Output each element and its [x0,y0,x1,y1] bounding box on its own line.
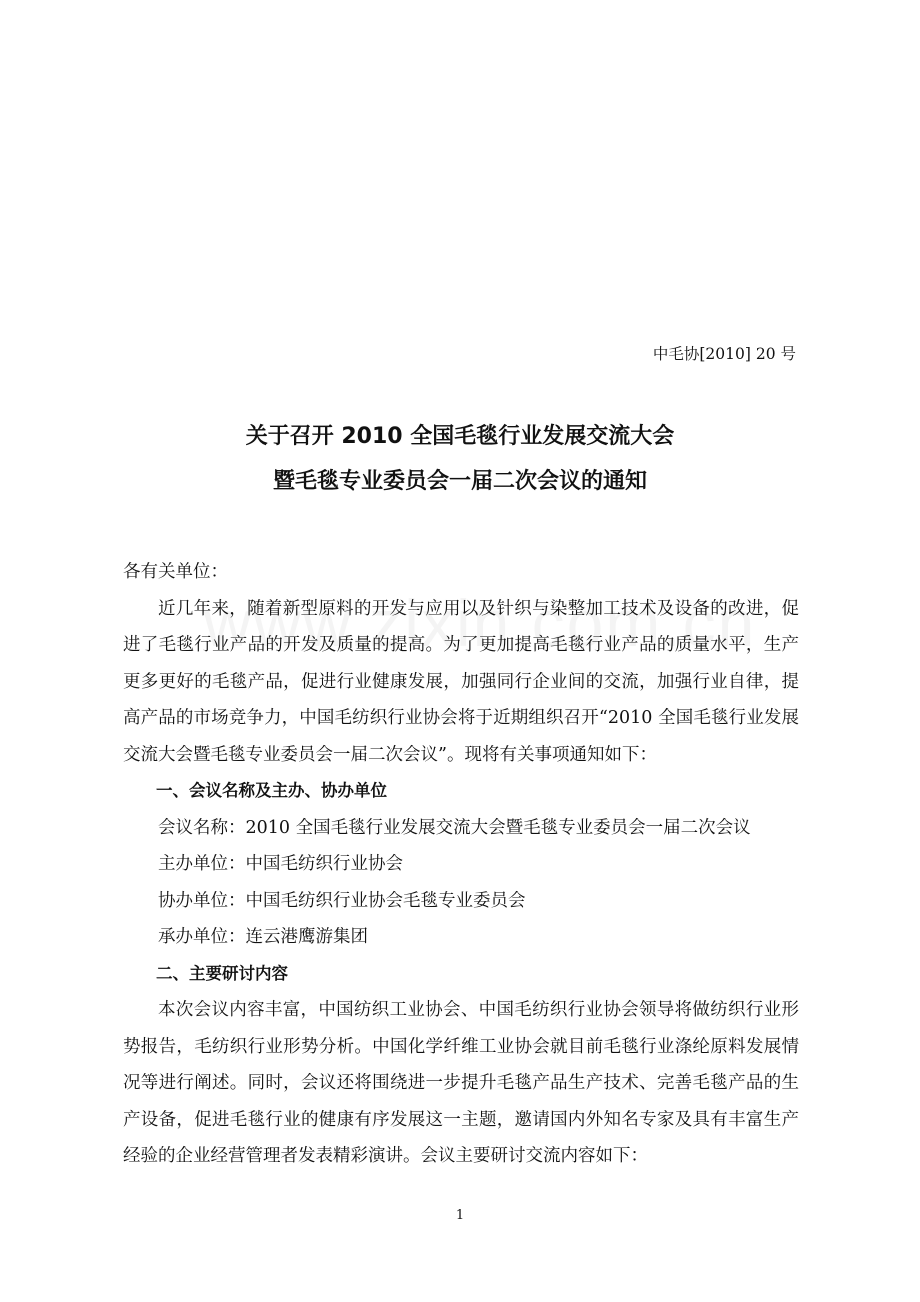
salutation: 各有关单位： [123,562,228,582]
undertaker-line: 承办单位：连云港鹰游集团 [158,927,368,947]
notice-body [123,554,799,1175]
intro-paragraph: 近几年来，随着新型原料的开发与应用以及针织与染整加工技术及设备的改进，促进了毛毯行业产品的开发及质量的提高。为了更加提高毛毯行业产品的质量水平，生产更多更好的毛毯产品，促进行业健康发展，加强同行企业间的交流，加强行业自律，提高产品的市场竞争力，中国毛纺织行业协会将于近期组织召开“2010 全国毛毯行业发展交流大会暨毛毯专业委员会一届二次会议”。现将有关事项通知如下： [123,598,799,765]
section-1-heading: 一、会议名称及主办、协办单位 [156,781,387,800]
host-organization-line: 主办单位：中国毛纺织行业协会 [158,854,403,874]
meeting-name-line: 会议名称：2010 全国毛毯行业发展交流大会暨毛毯专业委员会一届二次会议 [158,817,751,838]
section-2-heading: 二、主要研讨内容 [156,963,288,983]
section-2-paragraph: 本次会议内容丰富，中国纺织工业协会、中国毛纺织行业协会领导将做纺织行业形势报告，毛纺织行业形势分析。中国化学纤维工业协会就目前毛毯行业涤纶原料发展情况等进行阐述。同时，会议还将围绕进一步提升毛毯产品生产技术、完善毛毯产品的生产设备，促进毛毯行业的健康有序发展这一主题，邀请国内外知名专家及具有丰富生产经验的企业经营管理者发表精彩演讲。会议主要研讨交流内容如下： [123,1000,799,1166]
notice-title-line-2: 暨毛毯专业委员会一届二次会议的通知 [272,469,647,494]
page-number: 1 [455,1208,465,1223]
document-number: 中毛协[2010] 20 号 [652,345,796,363]
co-organizer-line: 协办单位：中国毛纺织行业协会毛毯专业委员会 [158,890,526,911]
notice-title-line-1: 关于召开 2010 全国毛毯行业发展交流大会 [245,424,675,449]
